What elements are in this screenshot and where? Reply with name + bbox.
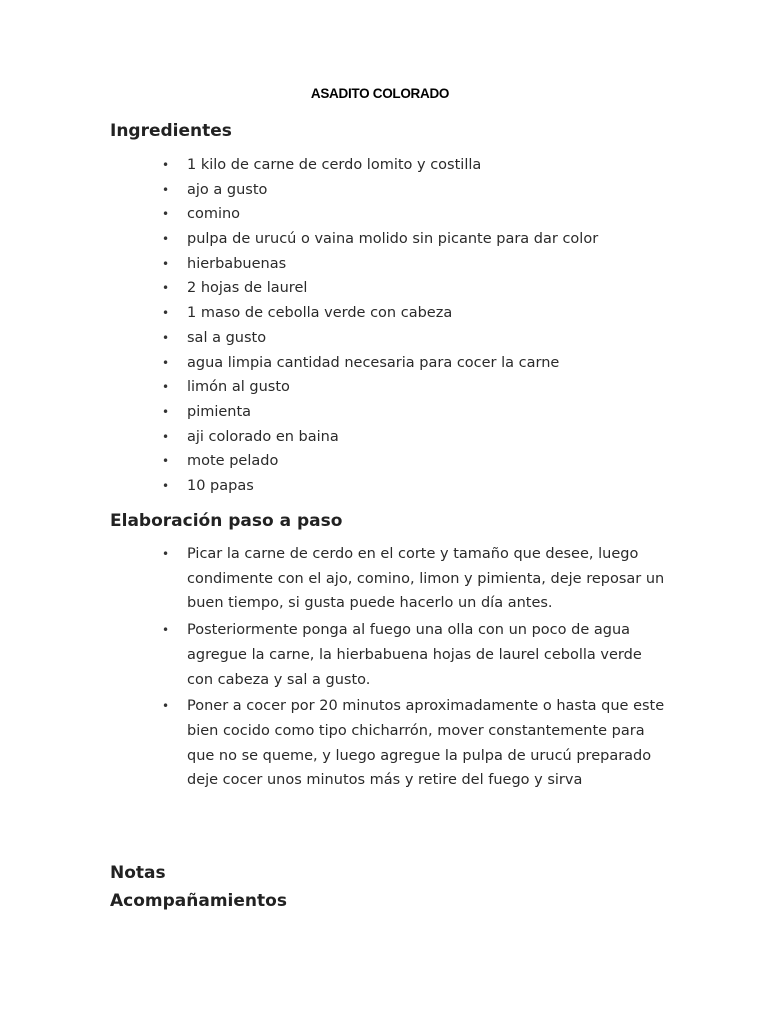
bullet-icon: • bbox=[162, 281, 170, 296]
bullet-icon: • bbox=[162, 547, 170, 561]
notes-heading: Notas bbox=[110, 863, 166, 883]
ingredient-text: limón al gusto bbox=[187, 379, 290, 396]
bullet-icon: • bbox=[162, 256, 170, 271]
list-item bbox=[0, 618, 667, 692]
ingredients-list bbox=[0, 155, 598, 501]
steps-heading: Elaboración paso a paso bbox=[110, 511, 343, 531]
list-item bbox=[0, 377, 598, 402]
list-item bbox=[0, 303, 598, 328]
ingredient-text: comino bbox=[187, 206, 241, 223]
list-item bbox=[0, 155, 598, 180]
bullet-icon: • bbox=[162, 380, 170, 395]
bullet-icon: • bbox=[162, 355, 170, 370]
list-item bbox=[0, 451, 598, 476]
step-text: Posteriormente ponga al fuego una olla con un poco de agua agregue la carne, la hierbabuena hojas de laurel cebolla verde con cabeza y sal a gusto. bbox=[187, 622, 642, 688]
bullet-icon: • bbox=[162, 182, 170, 197]
ingredient-text: 2 hojas de laurel bbox=[187, 280, 308, 297]
ingredient-text: sal a gusto bbox=[187, 329, 267, 346]
bullet-icon: • bbox=[162, 330, 170, 345]
bullet-icon: • bbox=[162, 306, 170, 321]
bullet-icon: • bbox=[162, 404, 170, 419]
list-item bbox=[0, 476, 598, 501]
list-item bbox=[0, 542, 667, 616]
step-text: Picar la carne de cerdo en el corte y tamaño que desee, luego condimente con el ajo, comino, limon y pimienta, deje reposar un buen tiempo, si gusta puede hacerlo un día antes. bbox=[187, 546, 665, 612]
ingredient-text: pimienta bbox=[187, 403, 252, 420]
bullet-icon: • bbox=[162, 232, 170, 247]
list-item bbox=[0, 328, 598, 353]
bullet-icon: • bbox=[162, 207, 170, 222]
ingredient-text: hierbabuenas bbox=[187, 255, 287, 272]
bullet-icon: • bbox=[162, 158, 170, 172]
bullet-icon: • bbox=[162, 454, 170, 469]
bullet-icon: • bbox=[162, 699, 170, 714]
list-item bbox=[0, 254, 598, 279]
ingredient-text: 1 kilo de carne de cerdo lomito y costilla bbox=[187, 157, 482, 173]
list-item bbox=[0, 694, 667, 793]
list-item bbox=[0, 402, 598, 427]
side-dishes-heading: Acompañamientos bbox=[110, 891, 287, 911]
bullet-icon: • bbox=[162, 429, 170, 444]
list-item bbox=[0, 278, 598, 303]
list-item bbox=[0, 229, 598, 254]
bullet-icon: • bbox=[162, 478, 170, 493]
ingredient-text: ajo a gusto bbox=[187, 181, 268, 198]
steps-list bbox=[0, 545, 667, 798]
ingredients-heading: Ingredientes bbox=[110, 121, 232, 141]
ingredient-text: mote pelado bbox=[187, 453, 279, 470]
list-item bbox=[0, 204, 598, 229]
ingredient-text: pulpa de urucú o vaina molido sin picante para dar color bbox=[187, 231, 599, 248]
list-item bbox=[0, 353, 598, 378]
ingredient-text: aji colorado en baina bbox=[187, 428, 339, 445]
step-text: Poner a cocer por 20 minutos aproximadamente o hasta que este bien cocido como tipo chicharrón, mover constantemente para que no se queme, y luego agregue la pulpa de urucú preparado deje cocer unos minutos más y retire del fuego y sirva bbox=[187, 698, 665, 789]
ingredient-text: agua limpia cantidad necesaria para cocer la carne bbox=[187, 354, 560, 371]
list-item bbox=[0, 427, 598, 452]
document-title: ASADITO COLORADO bbox=[310, 86, 450, 101]
ingredient-text: 1 maso de cebolla verde con cabeza bbox=[187, 305, 453, 322]
ingredient-text: 10 papas bbox=[187, 477, 254, 494]
bullet-icon: • bbox=[162, 623, 170, 638]
list-item bbox=[0, 180, 598, 205]
